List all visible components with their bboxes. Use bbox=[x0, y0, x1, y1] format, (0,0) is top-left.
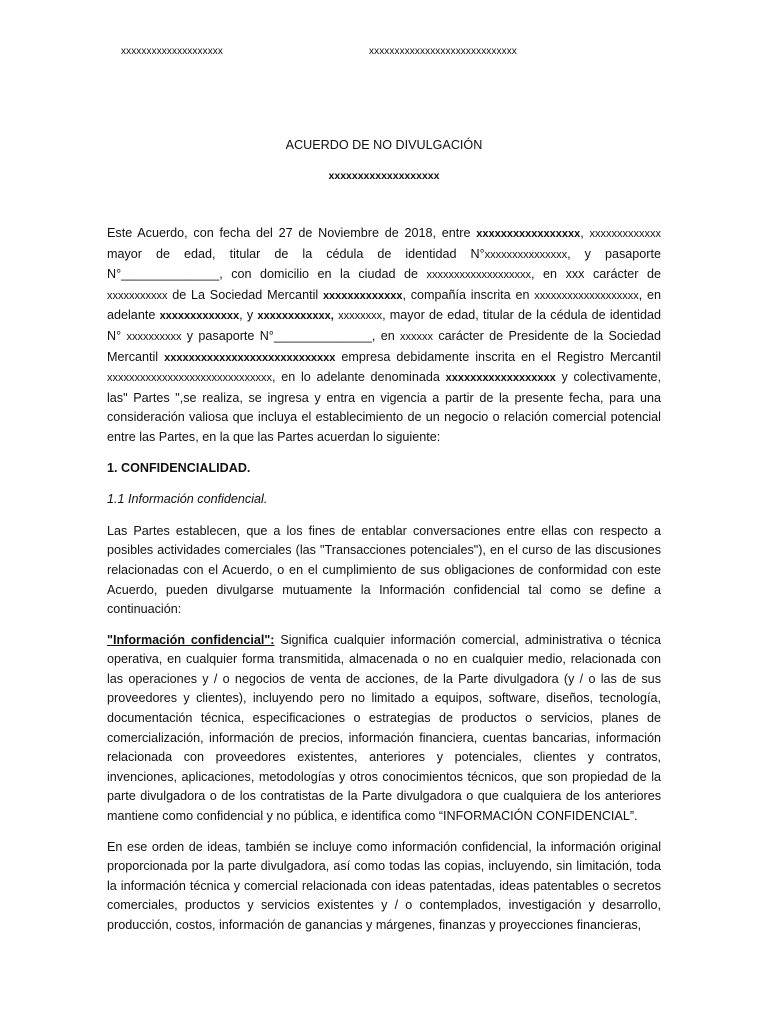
city-placeholder: xxxxxxxxxxxxxxxxxxx bbox=[426, 269, 532, 282]
id2-placeholder: xxxxxxxxxx bbox=[126, 330, 182, 343]
intro-text-11: , mayor de edad, titular de la cédula de identidad N° bbox=[107, 308, 661, 343]
document-title: ACUERDO DE NO DIVULGACIÓN bbox=[285, 138, 483, 152]
intro-text-3: mayor de edad, titular de la cédula de identidad N° bbox=[107, 246, 485, 261]
role2-placeholder: xxxxxx bbox=[400, 330, 434, 343]
header-right-placeholder: xxxxxxxxxxxxxxxxxxxxxxxxxxxxx bbox=[369, 46, 517, 57]
definition-term: "Información confidencial": bbox=[107, 632, 275, 647]
intro-text-8: , en adelante bbox=[107, 287, 661, 323]
company1-name: xxxxxxxxxxxxx bbox=[322, 289, 403, 302]
paragraph-partes-establecen: Las Partes establecen, que a los fines de entablar conversaciones entre ellas con respecto a posibles actividades comerciales (las "Transacciones potenciales"), en el curso de las discusiones relacionadas con el Acuerdo, o en el cumplimiento de sus obligaciones de conformidad con este Acuerdo, pueden divulgarse mutuamente la Información confidencial tal como se define a continuación: bbox=[107, 523, 661, 617]
intro-text-14: empresa debidamente inscrita en el Registro Mercantil bbox=[335, 349, 661, 364]
registry2-placeholder: xxxxxxxxxxxxxxxxxxxxxxxxxxxxxx bbox=[107, 372, 272, 385]
id1-placeholder: xxxxxxxxxxxxxxx bbox=[484, 248, 568, 261]
intro-text-6: de La Sociedad Mercantil bbox=[167, 287, 323, 302]
intro-text-4: , y pasaporte N°______________, con domicilio en la ciudad de bbox=[107, 246, 662, 282]
paragraph-orden-de-ideas: En ese orden de ideas, también se incluye como información confidencial, la información original proporcionada por la parte divulgadora, así como todas las copias, incluyendo, sin limitación, toda la información técnica y comercial relacionada con ideas patentadas, ideas patentables o secretos comerciales, productos y servicios existentes y / o contemplados, investigación y desarrollo, producción, costos, información de ganancias y márgenes, finanzas y proyecciones financieras, bbox=[107, 839, 661, 932]
registry1-placeholder: xxxxxxxxxxxxxxxxxxx bbox=[534, 289, 639, 302]
document-subtitle: xxxxxxxxxxxxxxxxxxx bbox=[328, 170, 440, 182]
intro-text-2: , bbox=[580, 226, 590, 240]
intro-text-13: carácter de Presidente de la Sociedad Mercantil bbox=[107, 328, 661, 364]
party1-name: xxxxxxxxxxxxxxxxx bbox=[476, 228, 581, 240]
party1-placeholder: xxxxxxxxxxxxx bbox=[589, 228, 662, 240]
alias1-name: xxxxxxxxxxxxx bbox=[159, 310, 240, 323]
definition-text: Significa cualquier información comercial, administrativa o técnica operativa, en cualquier forma transmitida, almacenada o no en cualquier medio, relacionada con las operaciones y / o negocios de venta de acciones, de la Parte divulgadora (y / o las de sus proveedores y clientes), incluyendo pero no limitado a equipos, software, diseños, tecnología, documentación técnica, especificaciones o estrategias de productos o servicios, planes de comercialización, información de precios, información financiera, cuentas bancarias, información relacionada con proveedores existentes, anteriores y potenciales, clientes y contratos, invenciones, aplicaciones, metodologías y otros conocimientos técnicos, que son propiedad de la parte divulgadora o de los contratistas de la Parte divulgadora o que cualquiera de los anteriores mantiene como confidencial y no pública, e identifica como “INFORMACIÓN CONFIDENCIAL”. bbox=[107, 632, 661, 824]
intro-paragraph bbox=[107, 224, 661, 448]
intro-text-1: Este Acuerdo, con fecha del 27 de Noviembre de 2018, entre bbox=[107, 226, 477, 240]
company2-name: xxxxxxxxxxxxxxxxxxxxxxxxxxxx bbox=[164, 351, 336, 364]
party2-placeholder: xxxxxxxx bbox=[338, 310, 383, 323]
definition-paragraph bbox=[107, 631, 661, 827]
intro-text-16: y colectivamente, las" Partes ",se realiza, se ingresa y entra en vigencia a partir de la presente fecha, para una consideración valiosa que incluya el establecimiento de un negocio o relación comercial potencial entre las Partes, en la que las Partes acuerdan lo siguiente: bbox=[107, 370, 661, 444]
section-heading-confidencialidad: 1. CONFIDENCIALIDAD. bbox=[107, 460, 251, 475]
party2-name: xxxxxxxxxxxx, bbox=[257, 310, 334, 323]
document-body bbox=[107, 224, 661, 947]
intro-text-15: , en lo adelante denominada bbox=[272, 370, 446, 385]
alias2-name: xxxxxxxxxxxxxxxxxx bbox=[445, 372, 556, 385]
subsection-heading-informacion: 1.1 Información confidencial. bbox=[107, 492, 268, 507]
intro-text-5: , en xxx carácter de bbox=[531, 267, 661, 282]
intro-text-12: y pasaporte N°______________, en bbox=[181, 328, 401, 343]
role1-placeholder: xxxxxxxxxxx bbox=[107, 289, 168, 302]
intro-text-9: , y bbox=[239, 308, 258, 323]
intro-text-7: , compañía inscrita en bbox=[402, 287, 535, 302]
header-left-placeholder: xxxxxxxxxxxxxxxxxxxx bbox=[121, 46, 223, 57]
